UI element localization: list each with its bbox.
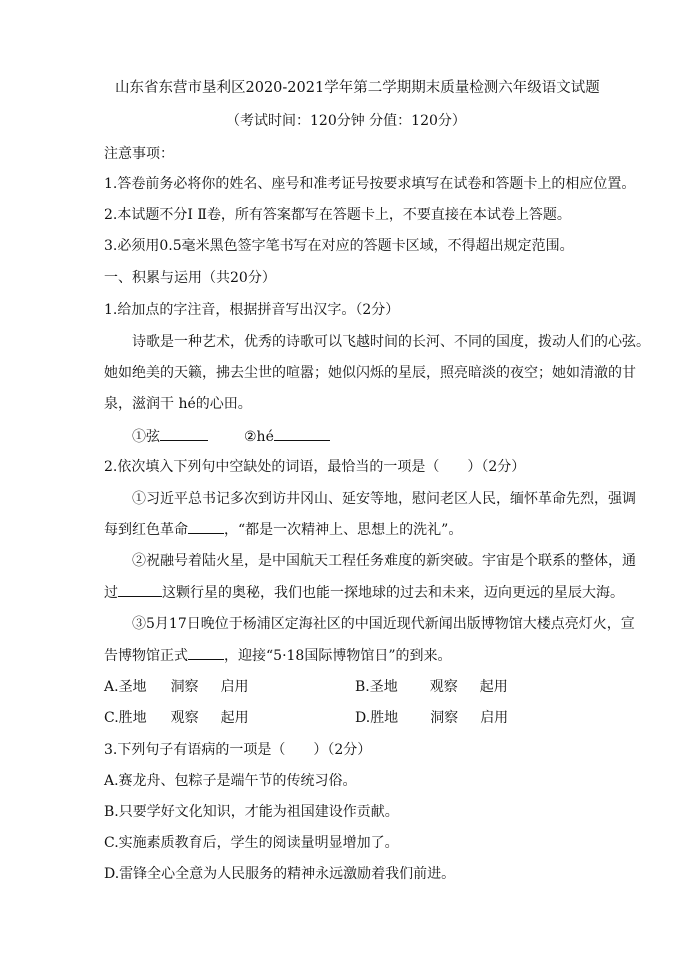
question-2-option-a — [104, 677, 249, 697]
blank-1-label: ①弦 — [132, 429, 160, 445]
question-1-blank-1 — [132, 426, 208, 447]
question-3-option-d: D.雷锋全心全意为人民服务的精神永远激励着我们前进。 — [104, 866, 456, 882]
question-2-sentence-3-line-1: ③5月17日晚位于杨浦区定海社区的中国近现代新闻出版博物馆大楼点亮灯火，宣 — [132, 616, 635, 632]
answer-blank — [160, 426, 208, 441]
sentence-3-suffix: ，迎接“5·18国际博物馆日”的到来。 — [224, 648, 452, 664]
question-2-option-d — [355, 708, 508, 728]
option-label: A. — [104, 679, 119, 695]
sentence-1-suffix: ，“都是一次精神上、思想上的洗礼”。 — [224, 522, 463, 538]
answer-blank — [274, 426, 330, 441]
option-word-3: 启用 — [220, 679, 249, 695]
blank-2-label: ②hé — [244, 429, 274, 445]
page-title: 山东省东营市垦利区2020-2021学年第二学期期末质量检测六年级语文试题 — [115, 80, 600, 96]
question-1-passage-line-1: 诗歌是一种艺术，优秀的诗歌可以飞越时间的长河、不同的国度，拨动人们的心弦。 — [132, 334, 650, 350]
answer-blank — [188, 645, 224, 660]
notes-heading: 注意事项： — [104, 146, 174, 162]
option-word-1: 圣地 — [369, 679, 398, 695]
note-item-2: 2.本试题不分Ⅰ Ⅱ卷，所有答案都写在答题卡上，不要直接在本试卷上答题。 — [104, 207, 571, 223]
exam-info: （考试时间：120分钟 分值：120分） — [226, 113, 466, 129]
option-word-2: 洞察 — [430, 710, 459, 726]
question-2-option-b — [355, 677, 508, 697]
option-label: B. — [355, 679, 370, 695]
question-3-option-b: B.只要学好文化知识，才能为祖国建设作贡献。 — [104, 804, 399, 820]
question-1-passage-line-2: 她如绝美的天籁，拂去尘世的喧嚣；她似闪烁的星辰，照亮暗淡的夜空；她如清澈的甘 — [104, 365, 636, 381]
option-word-2: 观察 — [429, 679, 458, 695]
question-2-sentence-1-line-1: ①习近平总书记多次到访井冈山、延安等地，慰问老区人民，缅怀革命先烈，强调 — [132, 491, 636, 507]
note-item-3: 3.必须用0.5毫米黑色签字笔书写在对应的答题卡区域，不得超出规定范围。 — [104, 238, 574, 254]
question-3-option-a: A.赛龙舟、包粽子是端午节的传统习俗。 — [104, 773, 357, 789]
question-2-sentence-2-line-2 — [104, 582, 624, 603]
note-item-1: 1.答卷前务必将你的姓名、座号和准考证号按要求填写在试卷和答题卡上的相应位置。 — [104, 176, 636, 192]
question-2-stem: 2.依次填入下列句中空缺处的词语，最恰当的一项是（ ）（2分） — [104, 459, 526, 475]
option-word-2: 洞察 — [170, 679, 199, 695]
section-heading: 一、积累与运用（共20分） — [104, 270, 276, 286]
option-label: D. — [355, 710, 371, 726]
option-word-3: 起用 — [220, 710, 249, 726]
option-word-3: 起用 — [479, 679, 508, 695]
question-1-stem: 1.给加点的字注音，根据拼音写出汉字。（2分） — [104, 302, 400, 318]
question-1-blank-2 — [244, 426, 330, 447]
question-2-sentence-2-line-1: ②祝融号着陆火星，是中国航天工程任务难度的新突破。宇宙是个联系的整体，通 — [132, 553, 636, 569]
question-2-option-c — [104, 708, 249, 728]
option-word-1: 胜地 — [118, 710, 147, 726]
question-2-sentence-3-line-2 — [104, 645, 452, 666]
sentence-2-suffix: 这颗行星的奥秘，我们也能一探地球的过去和未来，迈向更远的星辰大海。 — [162, 585, 624, 601]
option-label: C. — [104, 710, 119, 726]
question-1-passage-line-3: 泉，滋润干 hé的心田。 — [104, 396, 252, 412]
answer-blank — [118, 582, 162, 597]
option-word-2: 观察 — [170, 710, 199, 726]
option-word-1: 圣地 — [118, 679, 147, 695]
answer-blank — [188, 519, 224, 534]
question-2-sentence-1-line-2 — [104, 519, 462, 540]
option-word-1: 胜地 — [370, 710, 399, 726]
sentence-1-prefix: 每到红色革命 — [104, 522, 188, 538]
question-3-option-c: C.实施素质教育后，学生的阅读量明显增加了。 — [104, 835, 399, 851]
sentence-2-prefix: 过 — [104, 585, 118, 601]
option-word-3: 启用 — [480, 710, 509, 726]
sentence-3-prefix: 告博物馆正式 — [104, 648, 188, 664]
question-3-stem: 3.下列句子有语病的一项是（ ）（2分） — [104, 742, 372, 758]
